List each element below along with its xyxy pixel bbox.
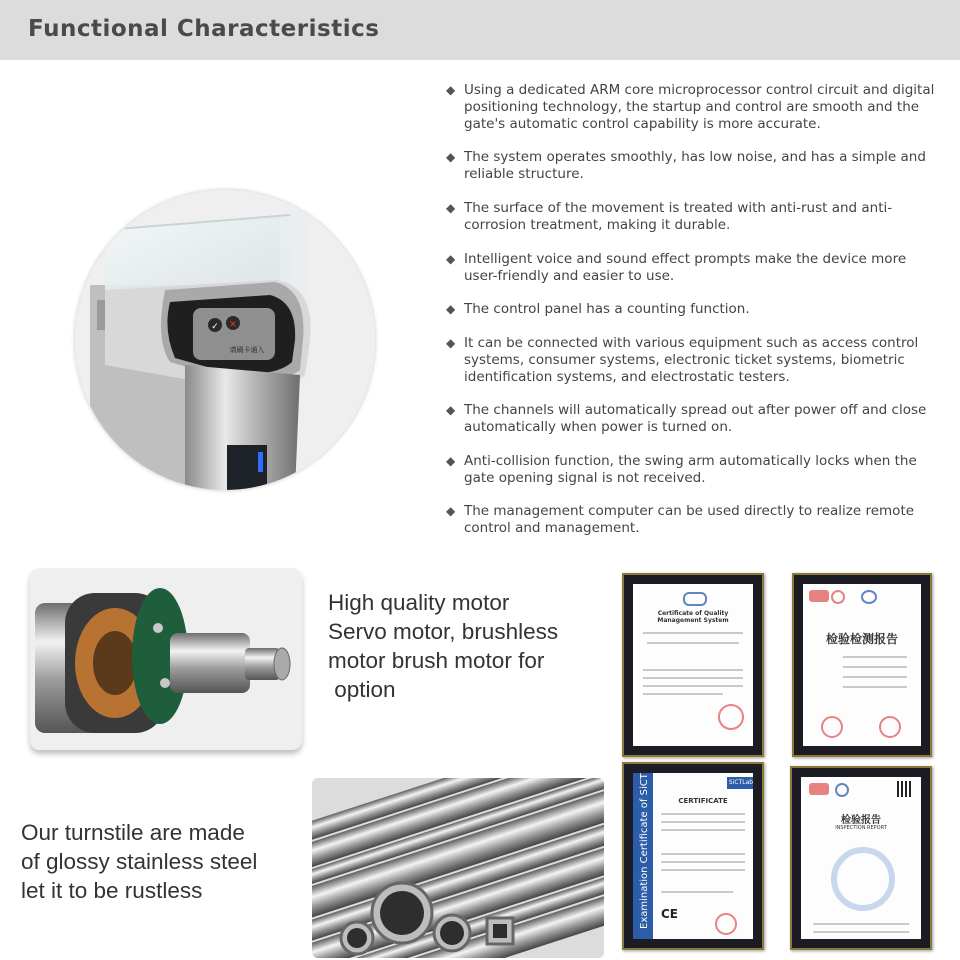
steel-line: of glossy stainless steel xyxy=(21,849,258,874)
motor-image xyxy=(30,568,302,750)
steel-tubes-image xyxy=(312,778,604,958)
diamond-bullet-icon: ◆ xyxy=(446,252,456,266)
feature-item: ◆ The system operates smoothly, has low noise, and has a simple and reliable structure. xyxy=(446,149,926,182)
diamond-bullet-icon: ◆ xyxy=(446,150,456,164)
diamond-bullet-icon: ◆ xyxy=(446,403,456,417)
gate-sign-text: 请刷卡通入 xyxy=(229,346,265,354)
stamp-seal-icon xyxy=(715,913,737,935)
motor-line: motor brush motor for xyxy=(328,648,545,673)
motor-line: option xyxy=(328,677,396,702)
steel-description xyxy=(21,818,301,905)
feature-item: ◆ Intelligent voice and sound effect prompts make the device more user-friendly and easier to use. xyxy=(446,251,907,284)
certificate-title: Certificate of Quality Management System xyxy=(657,610,729,624)
stamp-seal-icon xyxy=(879,716,901,738)
certificate-side-band xyxy=(633,773,653,939)
feature-item: ◆ Anti-collision function, the swing arm automatically locks when the gate opening signal is not received. xyxy=(446,453,917,486)
feature-item: ◆ The channels will automatically spread out after power off and close automatically when power is turned on. xyxy=(446,402,927,435)
feature-item: ◆ The control panel has a counting function. xyxy=(446,301,750,317)
certificate-test-report xyxy=(792,573,932,757)
motor-line: High quality motor xyxy=(328,590,510,615)
certificate-title: CERTIFICATE xyxy=(678,797,728,805)
sict-badge: SiCTLab xyxy=(727,777,753,789)
certificate-title: 检验检测报告 xyxy=(825,632,898,646)
watermark-emblem-icon xyxy=(831,847,895,911)
feature-item: ◆ The surface of the movement is treated with anti-rust and anti-corrosion treatment, making it durable. xyxy=(446,200,893,233)
svg-text:✓: ✓ xyxy=(211,322,219,332)
gate-product-image xyxy=(75,190,375,490)
cma-logo-icon xyxy=(809,590,829,602)
diamond-bullet-icon: ◆ xyxy=(446,302,456,316)
test-logo-icon xyxy=(831,590,845,604)
steel-tubes-illustration xyxy=(312,778,604,958)
certificate-sict xyxy=(622,762,764,950)
motor-description xyxy=(328,588,608,704)
cma-logo-icon xyxy=(809,783,829,795)
diamond-bullet-icon: ◆ xyxy=(446,336,456,350)
ilac-logo-icon xyxy=(835,783,849,797)
motor-line: Servo motor, brushless xyxy=(328,619,559,644)
qr-code-icon xyxy=(897,781,913,797)
diamond-bullet-icon: ◆ xyxy=(446,504,456,518)
certificate-title: 检验报告 xyxy=(841,815,881,826)
certificate-side-text: Examination Certificate of SiCT xyxy=(639,773,650,929)
stamp-seal-icon xyxy=(821,716,843,738)
ilac-logo-icon xyxy=(861,590,877,604)
feature-item: ◆ Using a dedicated ARM core microprocessor control circuit and digital positioning technology, the startup and control are smooth and the gate's automatic control capability is more accurate. xyxy=(446,82,935,132)
motor-illustration xyxy=(30,568,302,750)
svg-text:✕: ✕ xyxy=(229,320,237,330)
gate-illustration xyxy=(75,190,375,490)
features-list xyxy=(446,82,936,543)
diamond-bullet-icon: ◆ xyxy=(446,201,456,215)
feature-item: ◆ It can be connected with various equipment such as access control systems, consumer systems, electronic ticket systems, biometric identification systems, and electrostatic testers. xyxy=(446,335,919,385)
steel-line: Our turnstile are made xyxy=(21,820,245,845)
stamp-seal-icon xyxy=(718,704,744,730)
certificate-quality-management xyxy=(622,573,764,757)
diamond-bullet-icon: ◆ xyxy=(446,83,456,97)
header-bar xyxy=(0,0,960,60)
feature-item: ◆ The management computer can be used directly to realize remote control and management. xyxy=(446,503,915,536)
certificate-logo-icon xyxy=(683,592,707,606)
page-title: Functional Characteristics xyxy=(28,16,380,42)
steel-line: let it to be rustless xyxy=(21,878,203,903)
certificate-inspection-report xyxy=(790,766,932,950)
certificate-subtitle: INSPECTION REPORT xyxy=(835,825,887,831)
ce-mark-icon: CE xyxy=(661,907,679,921)
diamond-bullet-icon: ◆ xyxy=(446,454,456,468)
